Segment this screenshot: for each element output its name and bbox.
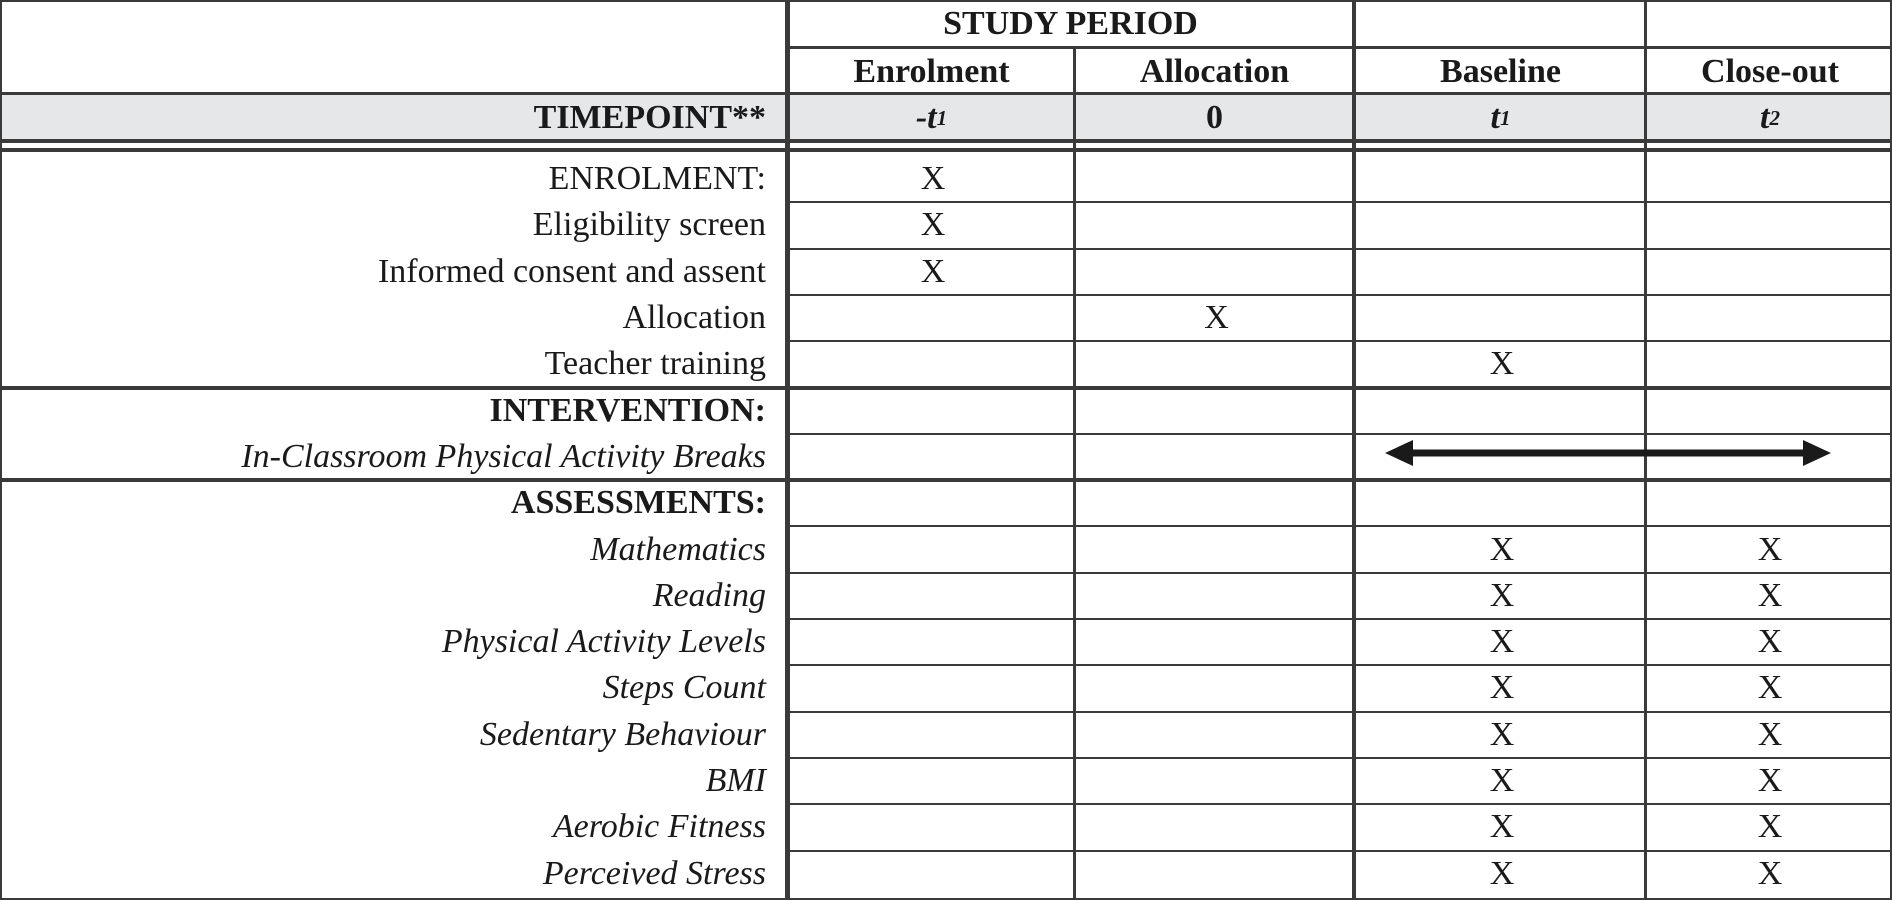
- schedule-mark: X: [920, 252, 946, 290]
- row-label: ASSESSMENTS:: [510, 484, 766, 522]
- row-label: Aerobic Fitness: [552, 808, 766, 846]
- schedule-mark: X: [1489, 808, 1515, 846]
- row-label: Teacher training: [544, 345, 766, 383]
- schedule-mark: X: [920, 160, 946, 198]
- timepoint-text: t: [1490, 99, 1500, 136]
- schedule-mark: X: [1757, 669, 1783, 707]
- schedule-mark: X: [1757, 576, 1783, 614]
- timepoint-text: t: [1760, 99, 1770, 136]
- timepoint-allocation: [1077, 96, 1352, 140]
- phase-allocation: Allocation: [1139, 53, 1290, 90]
- grid-line: [0, 0, 1892, 2]
- schedule-mark: X: [920, 206, 946, 244]
- timepoint-enrolment: -t 1: [915, 99, 948, 136]
- timepoint-text: 0: [1206, 99, 1223, 136]
- schedule-mark: X: [1757, 762, 1783, 800]
- schedule-mark: X: [1757, 808, 1783, 846]
- grid-line: [786, 433, 1892, 435]
- row-label: INTERVENTION:: [489, 391, 766, 429]
- timepoint-close-out: t 2: [1760, 99, 1780, 136]
- row-label: Eligibility screen: [532, 206, 766, 244]
- phase-enrolment: Enrolment: [853, 53, 1010, 90]
- row-label: Informed consent and assent: [377, 252, 766, 290]
- phase-close-out: Close-out: [1701, 53, 1839, 90]
- schedule-mark: X: [1489, 576, 1515, 614]
- row-label: Reading: [652, 576, 766, 614]
- schedule-mark: X: [1204, 299, 1229, 337]
- schedule-mark: X: [1757, 715, 1783, 753]
- grid-line: [786, 46, 1892, 49]
- schedule-mark: X: [1757, 530, 1783, 568]
- timepoint-text: -t: [915, 99, 937, 136]
- schedule-mark: X: [1489, 854, 1515, 892]
- schedule-mark: X: [1489, 530, 1515, 568]
- schedule-mark: X: [1757, 854, 1783, 892]
- schedule-mark: X: [1489, 762, 1515, 800]
- row-label: Allocation: [622, 299, 766, 337]
- row-label: Perceived Stress: [542, 854, 766, 892]
- timepoint-baseline: t 1: [1490, 99, 1511, 136]
- intervention-duration-arrow: [1385, 436, 1831, 470]
- row-label: BMI: [705, 762, 766, 800]
- row-label: In-Classroom Physical Activity Breaks: [241, 437, 766, 475]
- row-label: ENROLMENT:: [548, 160, 766, 198]
- study-period-heading: STUDY PERIOD: [943, 5, 1198, 42]
- row-label: Physical Activity Levels: [441, 623, 766, 661]
- grid-line: [0, 148, 1892, 152]
- schedule-mark: X: [1489, 669, 1515, 707]
- row-label: Sedentary Behaviour: [479, 715, 766, 753]
- schedule-mark: X: [1489, 715, 1515, 753]
- schedule-mark: X: [1489, 345, 1515, 383]
- row-label: Mathematics: [590, 530, 766, 568]
- schedule-mark: X: [1489, 623, 1515, 661]
- timepoint-label: TIMEPOINT**: [533, 99, 766, 136]
- schedule-mark: X: [1757, 623, 1783, 661]
- row-label: Steps Count: [602, 669, 766, 707]
- phase-baseline: Baseline: [1440, 53, 1561, 90]
